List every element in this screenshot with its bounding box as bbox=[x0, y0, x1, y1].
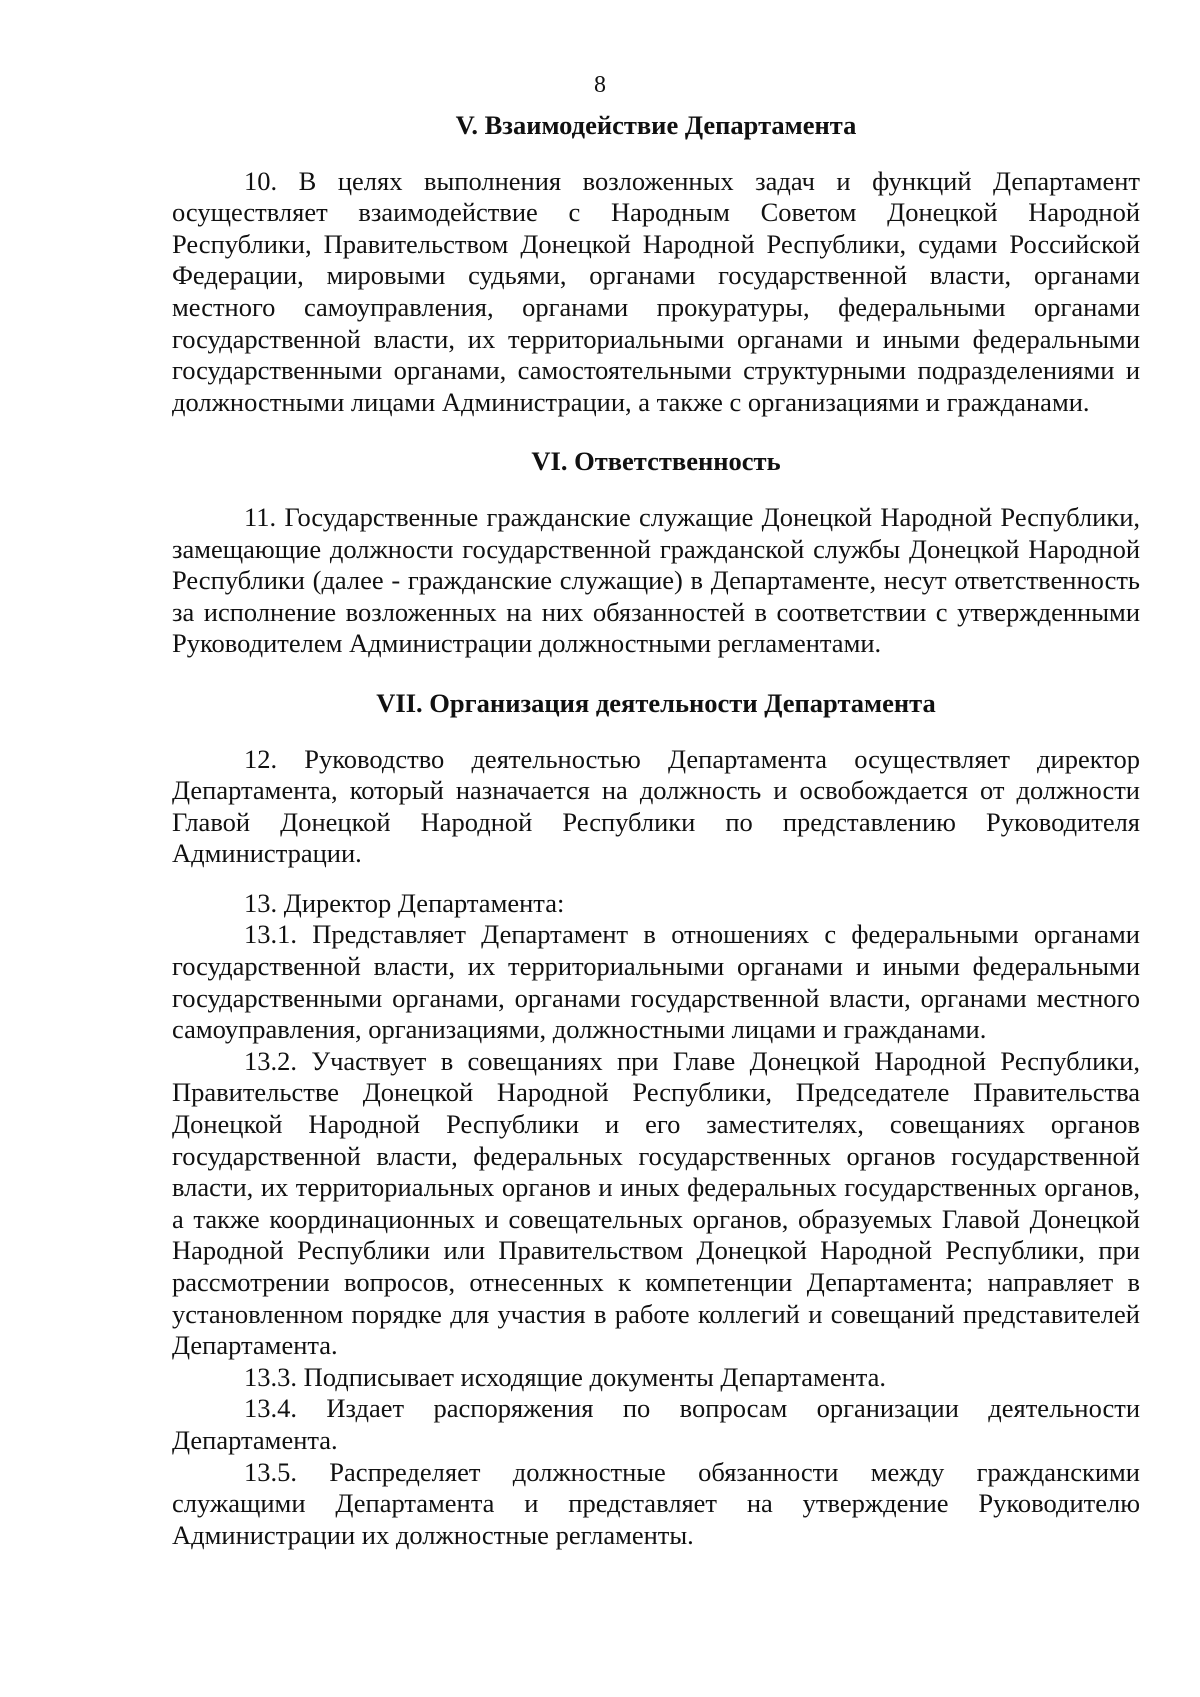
paragraph-13-5: 13.5. Распределяет должностные обязанности между гражданскими служащими Департамента и представляет на утверждение Руководителю Администрации их должностные регламенты. bbox=[172, 1456, 1140, 1550]
paragraph-11: 11. Государственные гражданские служащие Донецкой Народной Республики, замещающие должности государственной гражданской службы Донецкой Народной Республики (далее - гражданские служащие) в Департаменте, несут ответственность за исполнение возложенных на них обязанностей в соответствии с утвержденными Руководителем Администрации должностными регламентами. bbox=[172, 501, 1140, 659]
paragraph-10: 10. В целях выполнения возложенных задач и функций Департамент осуществляет взаимодействие с Народным Советом Донецкой Народной Республики, Правительством Донецкой Народной Республики, судами Российской Федерации, мировыми судьями, органами государственной власти, органами местного самоуправления, органами прокуратуры, федеральными органами государственной власти, их территориальными органами и иными федеральными государственными органами, самостоятельными структурными подразделениями и должностными лицами Администрации, а также с организациями и гражданами. bbox=[172, 165, 1140, 417]
paragraph-12: 12. Руководство деятельностью Департамента осуществляет директор Департамента, который назначается на должность и освобождается от должности Главой Донецкой Народной Республики по представлению Руководителя Администрации. bbox=[172, 743, 1140, 869]
paragraph-13-3: 13.3. Подписывает исходящие документы Департамента. bbox=[244, 1361, 887, 1392]
paragraph-13-1: 13.1. Представляет Департамент в отношениях с федеральными органами государственной власти, их территориальными органами и иными федеральными государственными органами, органами государственной власти, органами местного самоуправления, организациями, должностными лицами и гражданами. bbox=[172, 919, 1140, 1045]
paragraph-13: 13. Директор Департамента: bbox=[244, 887, 565, 918]
paragraph-13-4: 13.4. Издает распоряжения по вопросам организации деятельности Департамента. bbox=[172, 1393, 1140, 1455]
paragraph-13-2: 13.2. Участвует в совещаниях при Главе Донецкой Народной Республики, Правительстве Донецкой Народной Республики, Председателе Правительства Донецкой Народной Республики и его заместителях, совещаниях органов государственной власти, федеральных государственных органов государственной власти, их территориальных органов и иных федеральных государственных органов, а также координационных и совещательных органов, образуемых Главой Донецкой Народной Республики или Правительством Донецкой Народной Республики, при рассмотрении вопросов, отнесенных к компетенции Департамента; направляет в установленном порядке для участия в работе коллегий и совещаний представителей Департамента. bbox=[172, 1045, 1140, 1361]
document-body bbox=[172, 110, 1140, 1551]
section-heading-5: V. Взаимодействие Департамента bbox=[455, 110, 857, 140]
section-heading-6: VI. Ответственность bbox=[531, 446, 781, 477]
section-heading-7: VII. Организация деятельности Департамента bbox=[376, 687, 936, 718]
page-number: 8 bbox=[594, 72, 606, 98]
